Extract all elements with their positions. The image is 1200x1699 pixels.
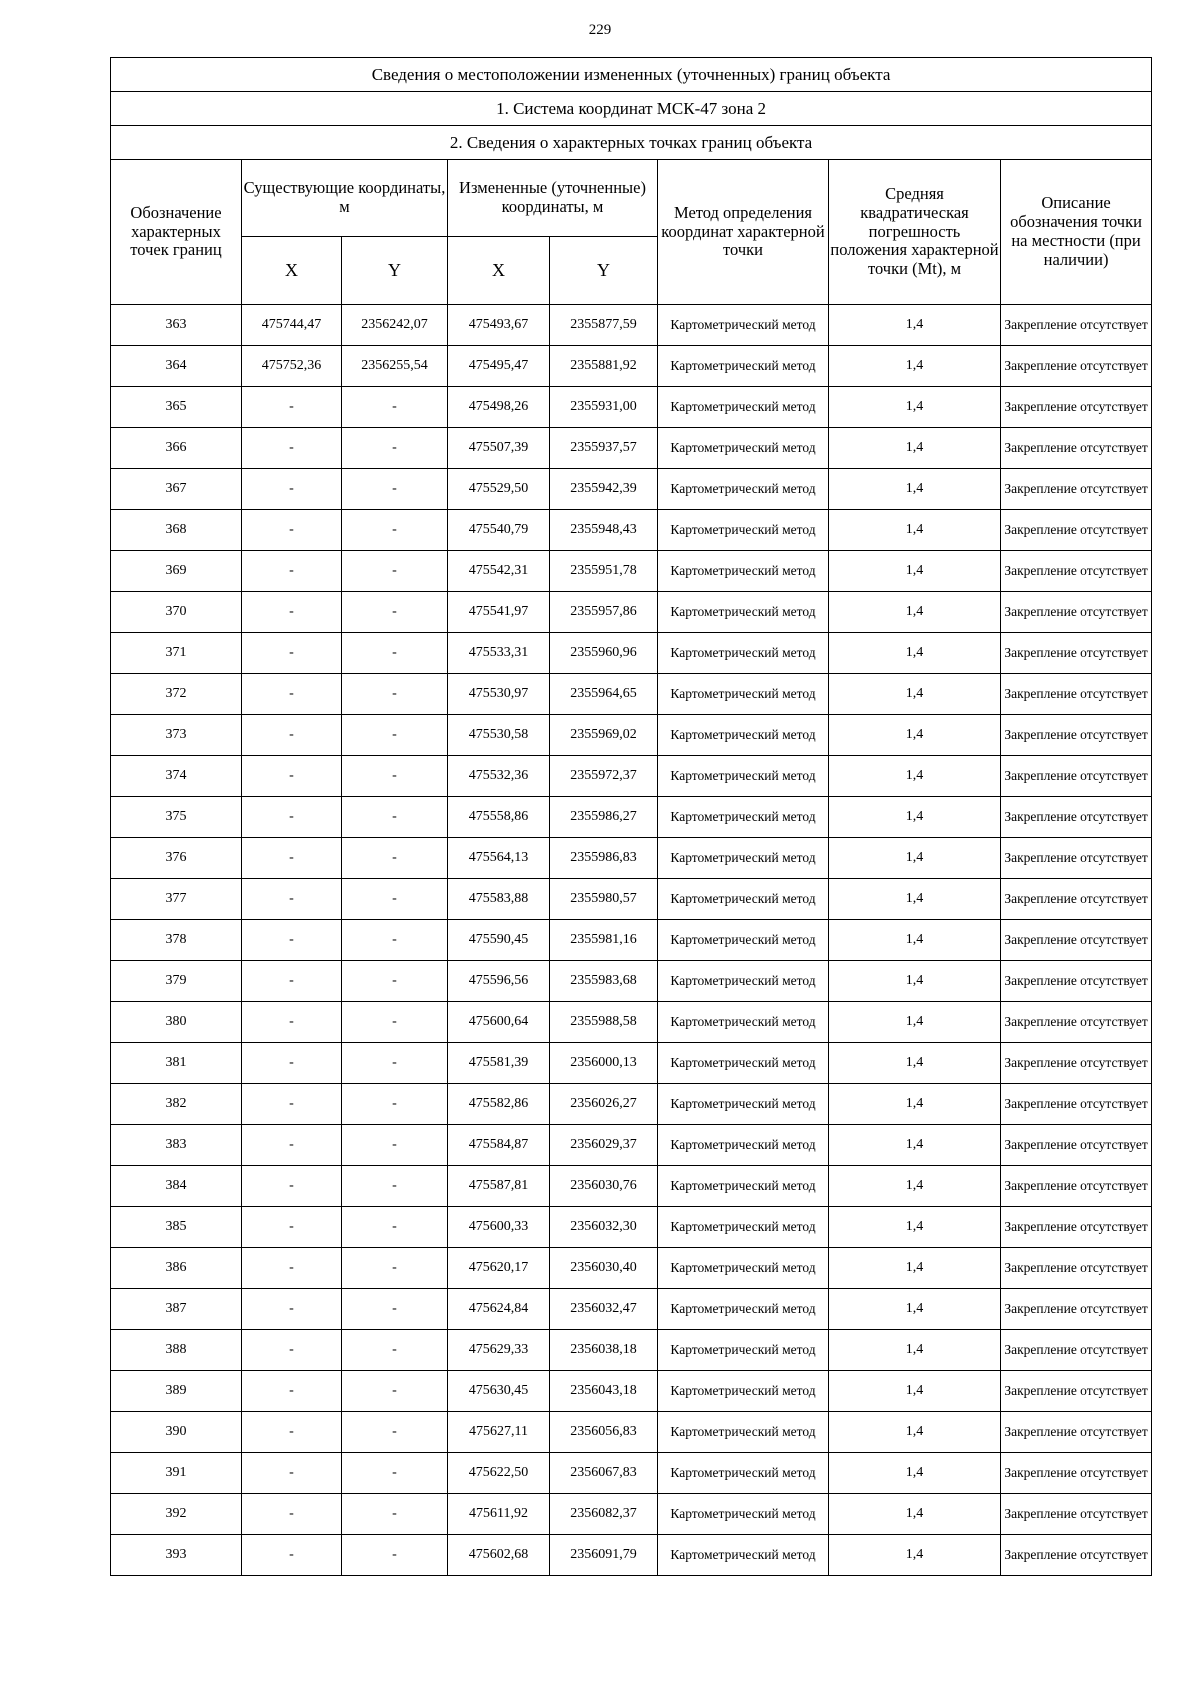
method-cell: Картометрический метод — [658, 1043, 829, 1084]
description-cell: Закрепление отсутствует — [1001, 633, 1152, 674]
changed-x-cell: 475622,50 — [448, 1453, 550, 1494]
point-id-cell: 389 — [111, 1371, 242, 1412]
existing-y-cell: - — [342, 592, 448, 633]
table-row — [111, 838, 1152, 879]
existing-y-cell: - — [342, 1289, 448, 1330]
error-cell: 1,4 — [829, 1207, 1001, 1248]
changed-y-cell: 2355981,16 — [550, 920, 658, 961]
method-cell: Картометрический метод — [658, 633, 829, 674]
description-cell: Закрепление отсутствует — [1001, 961, 1152, 1002]
existing-x-cell: - — [242, 469, 342, 510]
point-id-cell: 381 — [111, 1043, 242, 1084]
header-designation: Обозначение характерных точек границ — [111, 160, 242, 305]
description-cell: Закрепление отсутствует — [1001, 879, 1152, 920]
existing-y-cell: - — [342, 1166, 448, 1207]
point-id-cell: 369 — [111, 551, 242, 592]
table-row — [111, 1289, 1152, 1330]
changed-x-cell: 475540,79 — [448, 510, 550, 551]
error-cell: 1,4 — [829, 1412, 1001, 1453]
point-id-cell: 378 — [111, 920, 242, 961]
point-id-cell: 367 — [111, 469, 242, 510]
method-cell: Картометрический метод — [658, 428, 829, 469]
description-cell: Закрепление отсутствует — [1001, 838, 1152, 879]
existing-y-cell: 2356242,07 — [342, 305, 448, 346]
point-id-cell: 392 — [111, 1494, 242, 1535]
boundary-points-table — [110, 57, 1152, 1576]
table-row — [111, 1248, 1152, 1289]
header-changed-x: X — [448, 237, 550, 305]
table-row — [111, 305, 1152, 346]
changed-x-cell: 475590,45 — [448, 920, 550, 961]
description-cell: Закрепление отсутствует — [1001, 920, 1152, 961]
error-cell: 1,4 — [829, 920, 1001, 961]
point-id-cell: 372 — [111, 674, 242, 715]
changed-x-cell: 475581,39 — [448, 1043, 550, 1084]
existing-y-cell: - — [342, 961, 448, 1002]
changed-x-cell: 475624,84 — [448, 1289, 550, 1330]
error-cell: 1,4 — [829, 1494, 1001, 1535]
changed-y-cell: 2355931,00 — [550, 387, 658, 428]
error-cell: 1,4 — [829, 305, 1001, 346]
method-cell: Картометрический метод — [658, 838, 829, 879]
description-cell: Закрепление отсутствует — [1001, 715, 1152, 756]
method-cell: Картометрический метод — [658, 469, 829, 510]
table-row — [111, 1207, 1152, 1248]
method-cell: Картометрический метод — [658, 1166, 829, 1207]
existing-y-cell: - — [342, 1002, 448, 1043]
description-cell: Закрепление отсутствует — [1001, 1084, 1152, 1125]
changed-x-cell: 475584,87 — [448, 1125, 550, 1166]
changed-y-cell: 2356026,27 — [550, 1084, 658, 1125]
table-row — [111, 1535, 1152, 1576]
method-cell: Картометрический метод — [658, 387, 829, 428]
existing-y-cell: - — [342, 1535, 448, 1576]
error-cell: 1,4 — [829, 797, 1001, 838]
method-cell: Картометрический метод — [658, 797, 829, 838]
changed-y-cell: 2356032,30 — [550, 1207, 658, 1248]
changed-x-cell: 475587,81 — [448, 1166, 550, 1207]
point-id-cell: 371 — [111, 633, 242, 674]
existing-y-cell: - — [342, 633, 448, 674]
existing-y-cell: - — [342, 715, 448, 756]
table-row — [111, 1453, 1152, 1494]
point-id-cell: 383 — [111, 1125, 242, 1166]
changed-x-cell: 475620,17 — [448, 1248, 550, 1289]
existing-x-cell: - — [242, 1084, 342, 1125]
existing-x-cell: - — [242, 1125, 342, 1166]
error-cell: 1,4 — [829, 1535, 1001, 1576]
method-cell: Картометрический метод — [658, 346, 829, 387]
point-id-cell: 373 — [111, 715, 242, 756]
error-cell: 1,4 — [829, 592, 1001, 633]
description-cell: Закрепление отсутствует — [1001, 428, 1152, 469]
points-section-caption: 2. Сведения о характерных точках границ объекта — [111, 126, 1152, 160]
existing-x-cell: - — [242, 1412, 342, 1453]
method-cell: Картометрический метод — [658, 551, 829, 592]
existing-x-cell: - — [242, 879, 342, 920]
error-cell: 1,4 — [829, 715, 1001, 756]
point-id-cell: 382 — [111, 1084, 242, 1125]
error-cell: 1,4 — [829, 1002, 1001, 1043]
method-cell: Картометрический метод — [658, 674, 829, 715]
changed-x-cell: 475600,64 — [448, 1002, 550, 1043]
table-row — [111, 1043, 1152, 1084]
error-cell: 1,4 — [829, 1330, 1001, 1371]
existing-x-cell: - — [242, 551, 342, 592]
method-cell: Картометрический метод — [658, 1330, 829, 1371]
point-id-cell: 366 — [111, 428, 242, 469]
error-cell: 1,4 — [829, 551, 1001, 592]
changed-y-cell: 2356082,37 — [550, 1494, 658, 1535]
error-cell: 1,4 — [829, 346, 1001, 387]
method-cell: Картометрический метод — [658, 592, 829, 633]
existing-x-cell: - — [242, 920, 342, 961]
changed-x-cell: 475495,47 — [448, 346, 550, 387]
method-cell: Картометрический метод — [658, 920, 829, 961]
description-cell: Закрепление отсутствует — [1001, 674, 1152, 715]
description-cell: Закрепление отсутствует — [1001, 1535, 1152, 1576]
method-cell: Картометрический метод — [658, 1207, 829, 1248]
existing-y-cell: - — [342, 1125, 448, 1166]
method-cell: Картометрический метод — [658, 1125, 829, 1166]
method-cell: Картометрический метод — [658, 1453, 829, 1494]
point-id-cell: 384 — [111, 1166, 242, 1207]
point-id-cell: 380 — [111, 1002, 242, 1043]
existing-x-cell: - — [242, 1166, 342, 1207]
changed-x-cell: 475583,88 — [448, 879, 550, 920]
existing-x-cell: - — [242, 797, 342, 838]
existing-x-cell: - — [242, 510, 342, 551]
existing-y-cell: - — [342, 879, 448, 920]
point-id-cell: 365 — [111, 387, 242, 428]
changed-y-cell: 2355986,83 — [550, 838, 658, 879]
method-cell: Картометрический метод — [658, 305, 829, 346]
description-cell: Закрепление отсутствует — [1001, 1330, 1152, 1371]
method-cell: Картометрический метод — [658, 1289, 829, 1330]
changed-x-cell: 475529,50 — [448, 469, 550, 510]
point-id-cell: 386 — [111, 1248, 242, 1289]
point-id-cell: 379 — [111, 961, 242, 1002]
method-cell: Картометрический метод — [658, 1371, 829, 1412]
changed-y-cell: 2356056,83 — [550, 1412, 658, 1453]
existing-y-cell: - — [342, 756, 448, 797]
changed-y-cell: 2355986,27 — [550, 797, 658, 838]
changed-x-cell: 475558,86 — [448, 797, 550, 838]
changed-y-cell: 2356038,18 — [550, 1330, 658, 1371]
changed-x-cell: 475530,58 — [448, 715, 550, 756]
existing-y-cell: - — [342, 387, 448, 428]
existing-x-cell: - — [242, 1330, 342, 1371]
method-cell: Картометрический метод — [658, 715, 829, 756]
table-title: Сведения о местоположении измененных (уточненных) границ объекта — [111, 58, 1152, 92]
description-cell: Закрепление отсутствует — [1001, 1412, 1152, 1453]
error-cell: 1,4 — [829, 1084, 1001, 1125]
description-cell: Закрепление отсутствует — [1001, 1125, 1152, 1166]
point-id-cell: 364 — [111, 346, 242, 387]
existing-x-cell: - — [242, 387, 342, 428]
point-id-cell: 370 — [111, 592, 242, 633]
changed-x-cell: 475530,97 — [448, 674, 550, 715]
method-cell: Картометрический метод — [658, 756, 829, 797]
changed-y-cell: 2355960,96 — [550, 633, 658, 674]
table-row — [111, 756, 1152, 797]
existing-y-cell: - — [342, 1453, 448, 1494]
table-row — [111, 633, 1152, 674]
method-cell: Картометрический метод — [658, 510, 829, 551]
changed-x-cell: 475541,97 — [448, 592, 550, 633]
description-cell: Закрепление отсутствует — [1001, 1289, 1152, 1330]
changed-y-cell: 2355983,68 — [550, 961, 658, 1002]
existing-x-cell: - — [242, 674, 342, 715]
existing-x-cell: - — [242, 428, 342, 469]
table-row — [111, 674, 1152, 715]
table-row — [111, 715, 1152, 756]
changed-x-cell: 475596,56 — [448, 961, 550, 1002]
coordinate-system-caption: 1. Система координат МСК-47 зона 2 — [111, 92, 1152, 126]
method-cell: Картометрический метод — [658, 961, 829, 1002]
error-cell: 1,4 — [829, 756, 1001, 797]
description-cell: Закрепление отсутствует — [1001, 387, 1152, 428]
existing-x-cell: - — [242, 592, 342, 633]
page-number: 229 — [588, 22, 612, 38]
point-id-cell: 388 — [111, 1330, 242, 1371]
changed-x-cell: 475493,67 — [448, 305, 550, 346]
error-cell: 1,4 — [829, 1371, 1001, 1412]
existing-y-cell: - — [342, 838, 448, 879]
table-row — [111, 1125, 1152, 1166]
header-changed-y: Y — [550, 237, 658, 305]
method-cell: Картометрический метод — [658, 1248, 829, 1289]
header-existing-y: Y — [342, 237, 448, 305]
existing-x-cell: - — [242, 1289, 342, 1330]
description-cell: Закрепление отсутствует — [1001, 510, 1152, 551]
table-row — [111, 1166, 1152, 1207]
changed-y-cell: 2355877,59 — [550, 305, 658, 346]
table-row — [111, 1494, 1152, 1535]
point-id-cell: 368 — [111, 510, 242, 551]
changed-y-cell: 2355942,39 — [550, 469, 658, 510]
header-method: Метод определения координат характерной точки — [658, 160, 829, 305]
changed-x-cell: 475582,86 — [448, 1084, 550, 1125]
existing-x-cell: - — [242, 1207, 342, 1248]
header-changed-coordinates: Измененные (уточненные) координаты, м — [448, 160, 658, 237]
error-cell: 1,4 — [829, 1248, 1001, 1289]
existing-y-cell: 2356255,54 — [342, 346, 448, 387]
changed-y-cell: 2356029,37 — [550, 1125, 658, 1166]
method-cell: Картометрический метод — [658, 1412, 829, 1453]
existing-x-cell: - — [242, 1494, 342, 1535]
description-cell: Закрепление отсутствует — [1001, 756, 1152, 797]
table-row — [111, 879, 1152, 920]
changed-y-cell: 2356091,79 — [550, 1535, 658, 1576]
error-cell: 1,4 — [829, 510, 1001, 551]
point-id-cell: 377 — [111, 879, 242, 920]
existing-y-cell: - — [342, 551, 448, 592]
changed-y-cell: 2355980,57 — [550, 879, 658, 920]
table-row — [111, 510, 1152, 551]
changed-y-cell: 2355972,37 — [550, 756, 658, 797]
existing-x-cell: - — [242, 961, 342, 1002]
method-cell: Картометрический метод — [658, 1084, 829, 1125]
changed-y-cell: 2356067,83 — [550, 1453, 658, 1494]
table-row — [111, 592, 1152, 633]
existing-x-cell: 475744,47 — [242, 305, 342, 346]
existing-x-cell: - — [242, 1043, 342, 1084]
header-error: Средняя квадратическая погрешность положения характерной точки (Mt), м — [829, 160, 1001, 305]
changed-x-cell: 475507,39 — [448, 428, 550, 469]
existing-y-cell: - — [342, 510, 448, 551]
method-cell: Картометрический метод — [658, 1494, 829, 1535]
existing-x-cell: - — [242, 1535, 342, 1576]
changed-x-cell: 475498,26 — [448, 387, 550, 428]
description-cell: Закрепление отсутствует — [1001, 469, 1152, 510]
table-row — [111, 920, 1152, 961]
error-cell: 1,4 — [829, 838, 1001, 879]
description-cell: Закрепление отсутствует — [1001, 1207, 1152, 1248]
table-row — [111, 797, 1152, 838]
description-cell: Закрепление отсутствует — [1001, 551, 1152, 592]
description-cell: Закрепление отсутствует — [1001, 592, 1152, 633]
description-cell: Закрепление отсутствует — [1001, 1453, 1152, 1494]
existing-x-cell: - — [242, 633, 342, 674]
existing-y-cell: - — [342, 1043, 448, 1084]
point-id-cell: 375 — [111, 797, 242, 838]
point-id-cell: 385 — [111, 1207, 242, 1248]
changed-x-cell: 475564,13 — [448, 838, 550, 879]
existing-y-cell: - — [342, 1207, 448, 1248]
changed-x-cell: 475630,45 — [448, 1371, 550, 1412]
changed-y-cell: 2355988,58 — [550, 1002, 658, 1043]
table-row — [111, 1412, 1152, 1453]
existing-x-cell: - — [242, 1248, 342, 1289]
description-cell: Закрепление отсутствует — [1001, 1043, 1152, 1084]
error-cell: 1,4 — [829, 879, 1001, 920]
description-cell: Закрепление отсутствует — [1001, 305, 1152, 346]
existing-x-cell: - — [242, 1371, 342, 1412]
method-cell: Картометрический метод — [658, 879, 829, 920]
table-row — [111, 346, 1152, 387]
description-cell: Закрепление отсутствует — [1001, 1248, 1152, 1289]
changed-y-cell: 2356030,76 — [550, 1166, 658, 1207]
table-row — [111, 1371, 1152, 1412]
table-row — [111, 961, 1152, 1002]
header-existing-coordinates: Существующие координаты, м — [242, 160, 448, 237]
description-cell: Закрепление отсутствует — [1001, 1166, 1152, 1207]
existing-y-cell: - — [342, 797, 448, 838]
changed-y-cell: 2355957,86 — [550, 592, 658, 633]
point-id-cell: 376 — [111, 838, 242, 879]
existing-y-cell: - — [342, 1412, 448, 1453]
error-cell: 1,4 — [829, 961, 1001, 1002]
method-cell: Картометрический метод — [658, 1002, 829, 1043]
point-id-cell: 390 — [111, 1412, 242, 1453]
existing-x-cell: - — [242, 756, 342, 797]
existing-x-cell: - — [242, 715, 342, 756]
existing-y-cell: - — [342, 1084, 448, 1125]
error-cell: 1,4 — [829, 1166, 1001, 1207]
existing-y-cell: - — [342, 1248, 448, 1289]
table-row — [111, 1330, 1152, 1371]
error-cell: 1,4 — [829, 633, 1001, 674]
changed-y-cell: 2355948,43 — [550, 510, 658, 551]
table-row — [111, 387, 1152, 428]
changed-x-cell: 475532,36 — [448, 756, 550, 797]
table-row — [111, 551, 1152, 592]
point-id-cell: 391 — [111, 1453, 242, 1494]
changed-y-cell: 2356030,40 — [550, 1248, 658, 1289]
method-cell: Картометрический метод — [658, 1535, 829, 1576]
description-cell: Закрепление отсутствует — [1001, 1371, 1152, 1412]
table-row — [111, 469, 1152, 510]
error-cell: 1,4 — [829, 1289, 1001, 1330]
changed-y-cell: 2356032,47 — [550, 1289, 658, 1330]
point-id-cell: 363 — [111, 305, 242, 346]
existing-x-cell: - — [242, 1002, 342, 1043]
changed-y-cell: 2355969,02 — [550, 715, 658, 756]
existing-y-cell: - — [342, 1494, 448, 1535]
changed-x-cell: 475602,68 — [448, 1535, 550, 1576]
error-cell: 1,4 — [829, 469, 1001, 510]
error-cell: 1,4 — [829, 387, 1001, 428]
table-row — [111, 428, 1152, 469]
error-cell: 1,4 — [829, 1125, 1001, 1166]
changed-y-cell: 2355964,65 — [550, 674, 658, 715]
existing-x-cell: - — [242, 1453, 342, 1494]
existing-y-cell: - — [342, 920, 448, 961]
description-cell: Закрепление отсутствует — [1001, 1002, 1152, 1043]
description-cell: Закрепление отсутствует — [1001, 797, 1152, 838]
existing-y-cell: - — [342, 1371, 448, 1412]
changed-x-cell: 475600,33 — [448, 1207, 550, 1248]
table-row — [111, 1084, 1152, 1125]
existing-x-cell: 475752,36 — [242, 346, 342, 387]
point-id-cell: 387 — [111, 1289, 242, 1330]
changed-y-cell: 2355937,57 — [550, 428, 658, 469]
existing-y-cell: - — [342, 674, 448, 715]
changed-x-cell: 475542,31 — [448, 551, 550, 592]
description-cell: Закрепление отсутствует — [1001, 1494, 1152, 1535]
changed-x-cell: 475611,92 — [448, 1494, 550, 1535]
point-id-cell: 393 — [111, 1535, 242, 1576]
existing-y-cell: - — [342, 428, 448, 469]
changed-y-cell: 2355951,78 — [550, 551, 658, 592]
error-cell: 1,4 — [829, 674, 1001, 715]
error-cell: 1,4 — [829, 1043, 1001, 1084]
changed-y-cell: 2356000,13 — [550, 1043, 658, 1084]
changed-y-cell: 2355881,92 — [550, 346, 658, 387]
existing-y-cell: - — [342, 1330, 448, 1371]
changed-x-cell: 475627,11 — [448, 1412, 550, 1453]
changed-x-cell: 475629,33 — [448, 1330, 550, 1371]
table-row — [111, 1002, 1152, 1043]
changed-y-cell: 2356043,18 — [550, 1371, 658, 1412]
changed-x-cell: 475533,31 — [448, 633, 550, 674]
header-description: Описание обозначения точки на местности (при наличии) — [1001, 160, 1152, 305]
header-existing-x: X — [242, 237, 342, 305]
existing-y-cell: - — [342, 469, 448, 510]
description-cell: Закрепление отсутствует — [1001, 346, 1152, 387]
error-cell: 1,4 — [829, 428, 1001, 469]
point-id-cell: 374 — [111, 756, 242, 797]
existing-x-cell: - — [242, 838, 342, 879]
error-cell: 1,4 — [829, 1453, 1001, 1494]
